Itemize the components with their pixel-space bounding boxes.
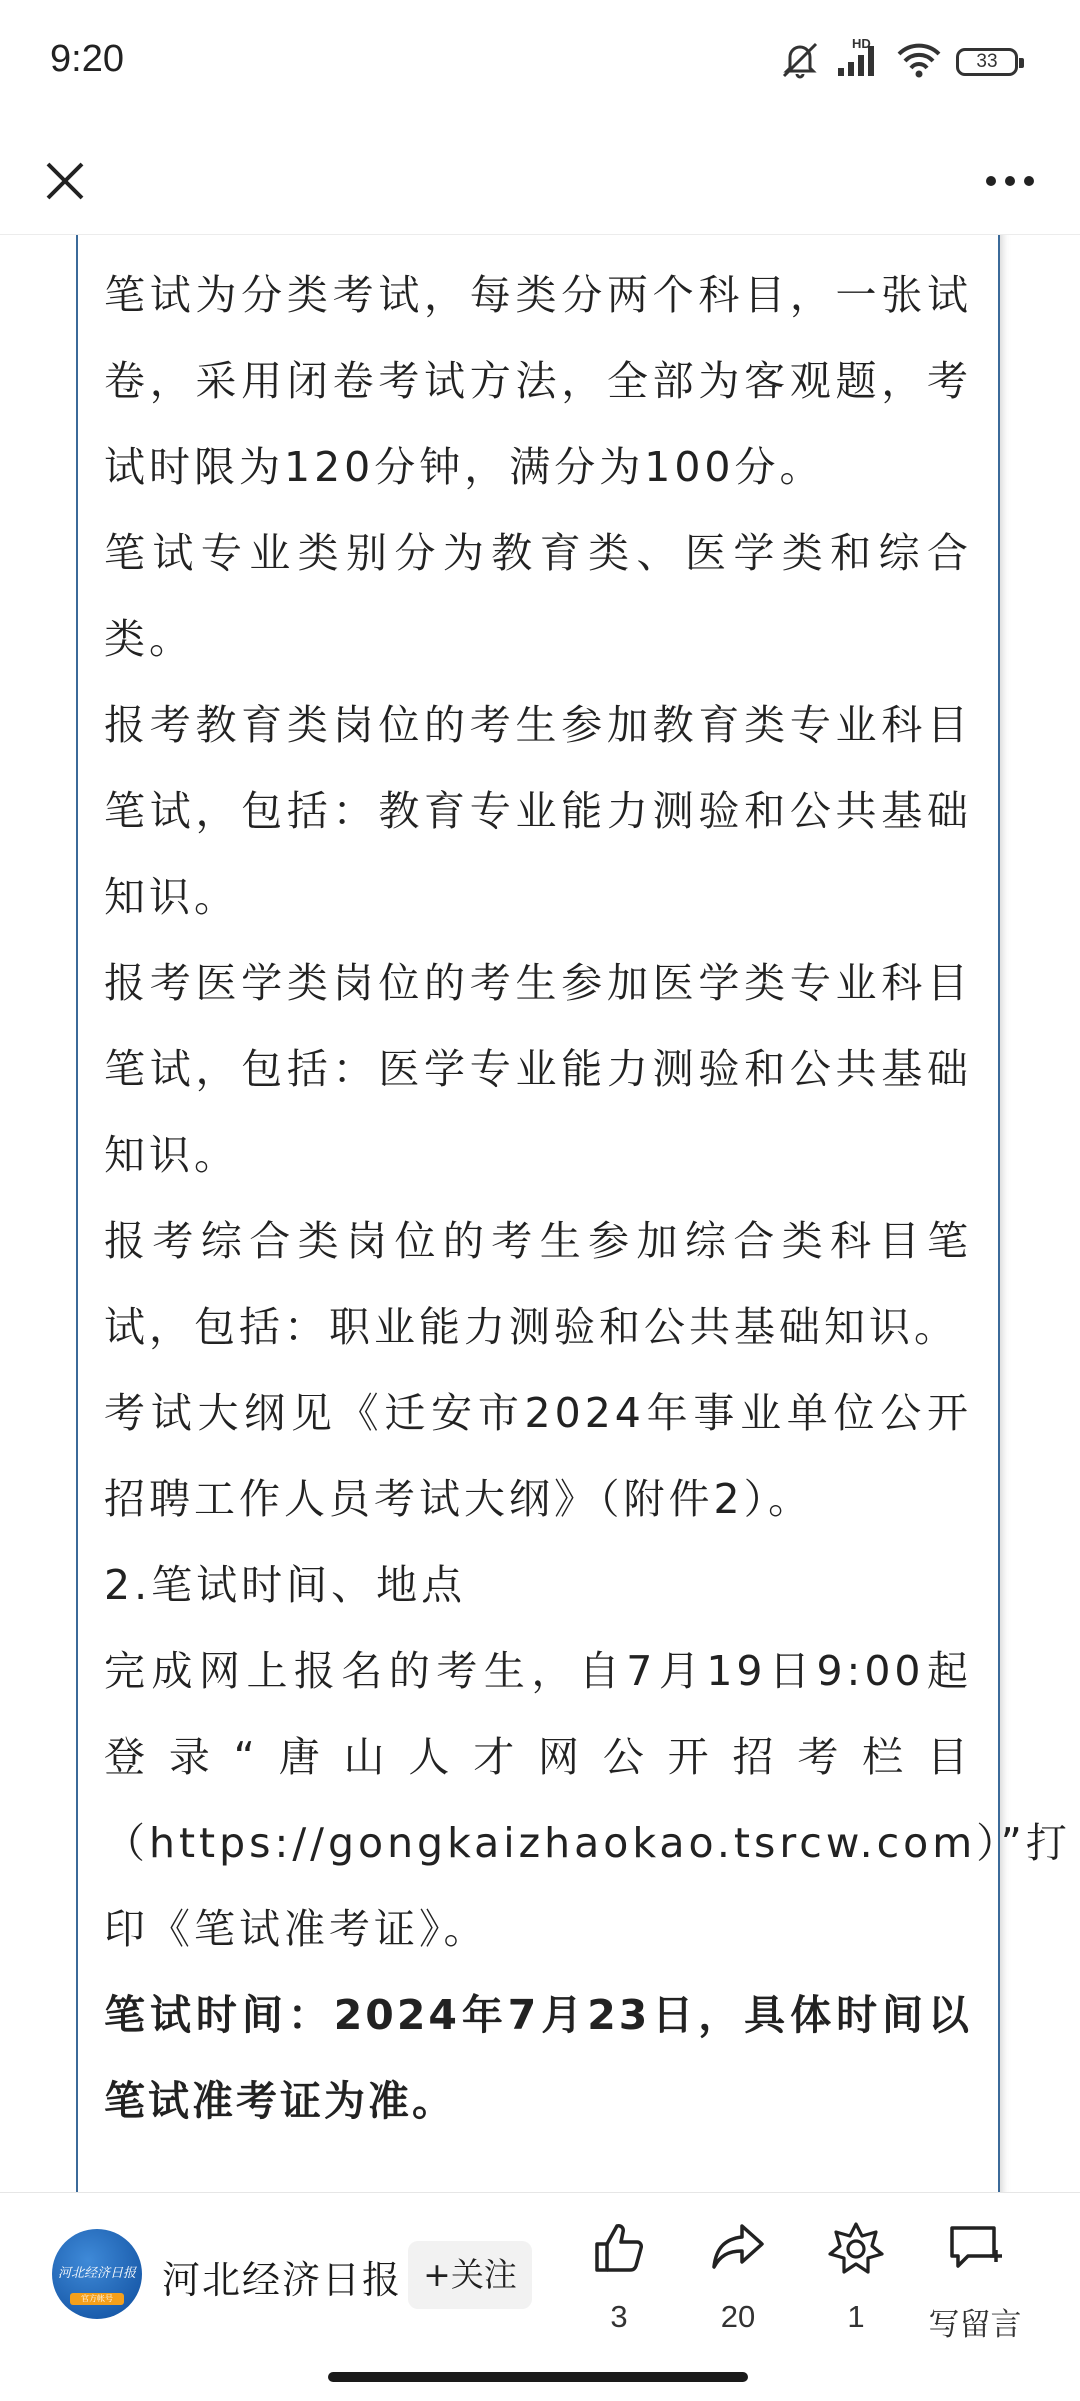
battery-icon — [956, 48, 1018, 76]
share-count: 20 — [720, 2299, 756, 2334]
follow-button[interactable]: +关注 — [408, 2241, 532, 2309]
signal-icon — [836, 36, 882, 82]
paragraph: 报考综合类岗位的考生参加综合类科目笔试，包括：职业能力测验和公共基础知识。 — [104, 1217, 972, 1351]
paragraph: 完成网上报名的考生，自7月19日9:00起登录“唐山人才网公开招考栏目（https://gongkaizhaokao.tsrcw.com）”打印《笔试准考证》。 — [104, 1647, 1071, 1953]
close-button[interactable] — [30, 146, 100, 216]
status-bar — [0, 0, 1080, 128]
paragraph: 报考医学类岗位的考生参加医学类专业科目笔试，包括：医学专业能力测验和公共基础知识。 — [104, 959, 972, 1179]
network-label: HD — [852, 36, 871, 51]
channel-name[interactable]: 河北经济日报 — [162, 2258, 403, 2302]
top-nav — [0, 128, 1080, 235]
favorite-button[interactable] — [801, 2213, 911, 2335]
more-button[interactable] — [970, 146, 1050, 216]
comment-button[interactable] — [920, 2213, 1030, 2344]
more-icon-dot — [1005, 176, 1015, 186]
thumbs-up-icon — [591, 2220, 647, 2276]
favorite-count: 1 — [847, 2299, 865, 2334]
paragraph: 2.笔试时间、地点 — [104, 1561, 467, 1609]
battery-level: 33 — [976, 51, 998, 72]
comment-label: 写留言 — [928, 2307, 1022, 2343]
share-button[interactable] — [683, 2213, 793, 2335]
share-icon — [710, 2220, 766, 2276]
avatar-logo-text: 河北经济日报 — [57, 2266, 136, 2281]
paragraph: 笔试专业类别分为教育类、医学类和综合类。 — [104, 529, 972, 663]
status-icons — [778, 36, 1018, 84]
home-indicator[interactable] — [328, 2372, 748, 2382]
official-tag: 官方帐号 — [70, 2293, 124, 2305]
close-icon — [44, 160, 86, 202]
paragraph-bold: 笔试时间：2024年7月23日，具体时间以笔试准考证为准。 — [104, 1991, 972, 2125]
more-icon-dot — [1024, 176, 1034, 186]
like-count: 3 — [610, 2299, 628, 2334]
mute-bell-icon — [778, 40, 822, 84]
avatar[interactable] — [52, 2229, 142, 2319]
like-button[interactable] — [564, 2213, 674, 2335]
paragraph: 报考教育类岗位的考生参加教育类专业科目笔试，包括：教育专业能力测验和公共基础知识。 — [104, 701, 972, 921]
paragraph: 笔试为分类考试，每类分两个科目，一张试卷，采用闭卷考试方法，全部为客观题，考试时限为120分钟，满分为100分。 — [104, 271, 972, 491]
article-content — [104, 166, 1071, 2144]
clock: 9:20 — [50, 38, 124, 80]
recommend-icon — [828, 2220, 884, 2276]
more-icon-dot — [986, 176, 996, 186]
article-viewport[interactable] — [0, 234, 1080, 2192]
comment-add-icon — [946, 2220, 1004, 2276]
bottom-bar — [0, 2192, 1080, 2401]
wifi-icon — [896, 42, 942, 82]
paragraph: 考试大纲见《迁安市2024年事业单位公开招聘工作人员考试大纲》（附件2）。 — [104, 1389, 972, 1523]
